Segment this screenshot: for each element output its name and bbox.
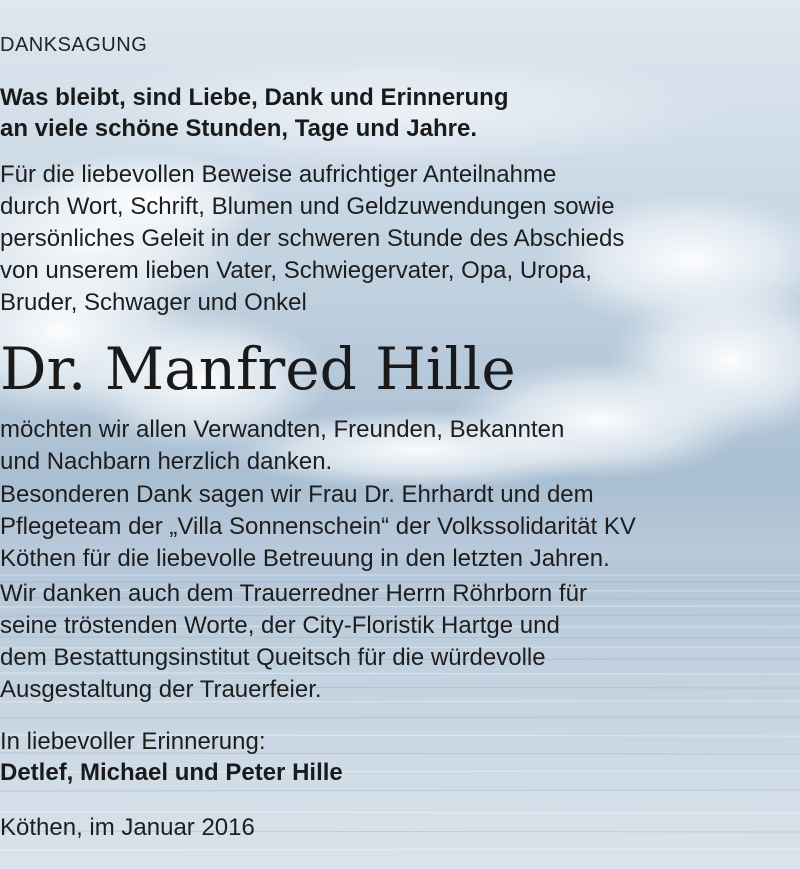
intro-line: durch Wort, Schrift, Blumen und Geldzuwendungen sowie bbox=[0, 193, 615, 220]
special-line: Besonderen Dank sagen wir Frau Dr. Ehrhardt und dem bbox=[0, 481, 594, 508]
closing-line: In liebevoller Erinnerung: bbox=[0, 728, 266, 755]
motto bbox=[0, 82, 800, 144]
thanks-line: und Nachbarn herzlich danken. bbox=[0, 448, 333, 475]
special-line: Köthen für die liebevolle Betreuung in den letzten Jahren. bbox=[0, 545, 610, 572]
place-and-date: Köthen, im Januar 2016 bbox=[0, 814, 255, 841]
deceased-name: Dr. Manfred Hille bbox=[0, 335, 516, 403]
special-thanks-paragraph bbox=[0, 479, 800, 575]
signers: Detlef, Michael und Peter Hille bbox=[0, 759, 343, 786]
intro-paragraph bbox=[0, 159, 800, 319]
special-line: Pflegeteam der „Villa Sonnenschein“ der Volkssolidarität KV bbox=[0, 513, 636, 540]
intro-line: Für die liebevollen Beweise aufrichtiger Anteilnahme bbox=[0, 161, 557, 188]
further-thanks-paragraph bbox=[0, 578, 800, 706]
intro-line: von unserem lieben Vater, Schwiegervater, Opa, Uropa, bbox=[0, 257, 592, 284]
thanks-paragraph bbox=[0, 414, 800, 478]
motto-line: an viele schöne Stunden, Tage und Jahre. bbox=[0, 115, 477, 142]
intro-line: persönliches Geleit in der schweren Stunde des Abschieds bbox=[0, 225, 625, 252]
motto-line: Was bleibt, sind Liebe, Dank und Erinnerung bbox=[0, 84, 509, 111]
further-line: Ausgestaltung der Trauerfeier. bbox=[0, 676, 322, 703]
further-line: dem Bestattungsinstitut Queitsch für die würdevolle bbox=[0, 644, 546, 671]
thanks-line: möchten wir allen Verwandten, Freunden, Bekannten bbox=[0, 416, 565, 443]
intro-line: Bruder, Schwager und Onkel bbox=[0, 289, 307, 316]
further-line: Wir danken auch dem Trauerredner Herrn Röhrborn für bbox=[0, 580, 587, 607]
closing-phrase bbox=[0, 726, 800, 758]
notice-heading: DANKSAGUNG bbox=[0, 34, 148, 56]
further-line: seine tröstenden Worte, der City-Floristik Hartge und bbox=[0, 612, 560, 639]
